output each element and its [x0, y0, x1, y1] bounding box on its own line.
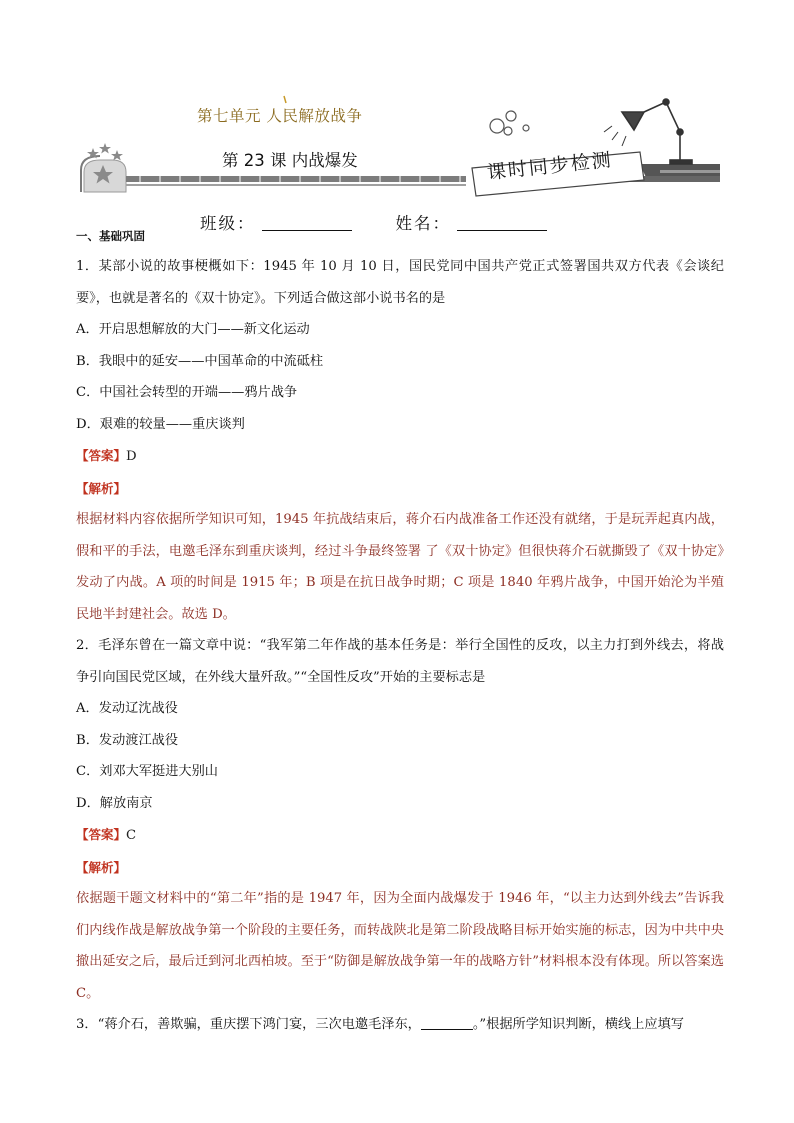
accent-mark — [284, 96, 286, 103]
fill-blank — [421, 1015, 473, 1030]
unit-title: 第七单元 人民解放战争 — [197, 107, 363, 125]
option-item: C．中国社会转型的开端——鸦片战争 — [76, 385, 298, 400]
class-label: 班级： — [200, 214, 256, 233]
question-stem: 1．某部小说的故事梗概如下：1945 年 10 月 10 日，国民党同中国共产党正式签署国共双方代表《会谈纪要》，也就是著名的《双十协定》。下列适合做这部小说书名的是 — [76, 259, 724, 306]
option-item: B．发动渡江战役 — [76, 732, 179, 748]
question-stem-before: 3．“蒋介石，善欺骗，重庆摆下鸿门宴，三次电邀毛泽东， — [76, 1017, 421, 1032]
worksheet-content — [76, 226, 724, 1041]
option-item: D．解放南京 — [76, 795, 153, 811]
question-stem-after: 。”根据所学知识判断，横线上应填写 — [472, 1017, 684, 1032]
option-item: A．发动辽沈战役 — [76, 701, 178, 716]
question-stem: 2．毛泽东曾在一篇文章中说：“我军第二年作战的基本任务是：举行全国性的反攻，以主力打到外线去，将战争引向国民党区域，在外线大量歼敌。”“全国性反攻”开始的主要标志是 — [76, 638, 724, 685]
analysis-label: 【解析】 — [76, 859, 127, 875]
lesson-title: 第 23 课 内战爆发 — [222, 151, 358, 170]
star-badge-icon — [81, 143, 126, 192]
question-stem — [76, 1009, 724, 1041]
answer-row — [76, 440, 724, 473]
option-item: C．刘邓大军挺进大别山 — [76, 764, 218, 779]
analysis-text: 根据材料内容依据所学知识可知，1945 年抗战结束后，蒋介石内战准备工作还没有就绪，于是玩弄起真内战，假和平的手法，电邀毛泽东到重庆谈判，经过斗争最终签署 了《双十协定》但很快蒋介石就撕毁了《双十协定》发动了内战。A 项的时间是 1915 年；B 项是在抗日战争时期；C 项是 1840 年鸦片战争，中国开始沦为半殖民地半封建社会。故选 D。 — [76, 512, 724, 622]
badge-label: 课时同步检测 — [486, 148, 614, 184]
answer-value: C — [126, 828, 137, 843]
option-item: D．艰难的较量——重庆谈判 — [76, 416, 245, 432]
analysis-text: 依据题干题文材料中的“第二年”指的是 1947 年，因为全面内战爆发于 1946 年，“以主力达到外线去”告诉我们内线作战是解放战争第一个阶段的主要任务，而转战陕北是第二阶段战略目标开始实施的标志，因为中共中央撤出延安之后，最后迁到河北西柏坡。至于“防御是解放战争第一年的战略方针”材料根本没有体现。所以答案选 C。 — [76, 891, 724, 1001]
header-graphic — [0, 0, 794, 205]
option-item: B．我眼中的延安——中国革命的中流砥柱 — [76, 353, 324, 369]
answer-row — [76, 819, 724, 852]
analysis-label: 【解析】 — [76, 480, 127, 496]
section-title: 一、基础巩固 — [76, 229, 145, 243]
option-item: A．开启思想解放的大门——新文化运动 — [76, 322, 310, 337]
answer-label: 【答案】 — [76, 827, 127, 842]
bubbles-icon — [490, 111, 529, 135]
page-header — [0, 0, 794, 205]
name-label: 姓名： — [395, 214, 451, 233]
answer-value: D — [126, 449, 137, 464]
answer-label: 【答案】 — [76, 448, 127, 463]
